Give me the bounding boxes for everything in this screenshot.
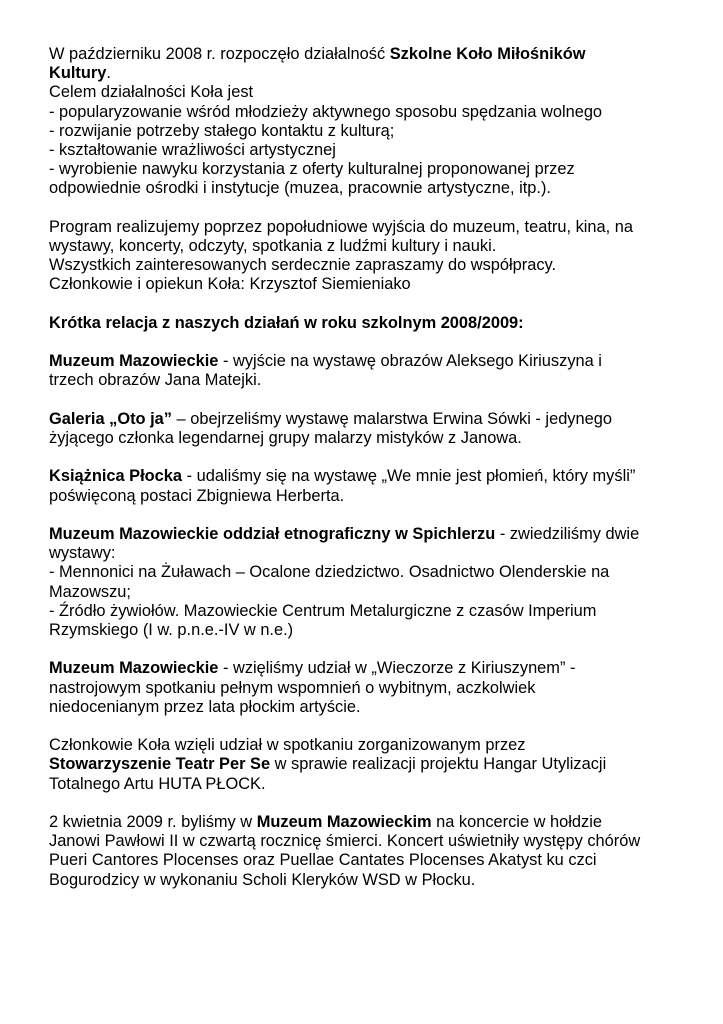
entry-text: żyjącego członka legendarnej grupy malarzy mistyków z Janowa. [49, 429, 522, 447]
venue-name: Muzeum Mazowieckie [49, 352, 219, 371]
goal-item: - kształtowanie wrażliwości artystycznej [49, 141, 336, 160]
venue-name: Muzeum Mazowieckie [49, 659, 219, 678]
exhibition-item: Mazowszu; [49, 582, 131, 601]
venue-name: Muzeum Mazowieckie oddział etnograficzny w Spichlerzu [49, 524, 496, 543]
entry-text: wystawy: [49, 544, 116, 563]
report-entry-1 [49, 352, 689, 390]
club-name-part-2: Kultury [49, 64, 107, 83]
entry-text: - wzięliśmy udział w „Wieczorze z Kiriuszynem” - [218, 659, 576, 678]
members-text: Członkowie i opiekun Koła: Krzysztof Siemieniako [49, 275, 411, 294]
intro-paragraph [49, 45, 689, 199]
goals-heading: Celem działalności Koła jest [49, 83, 254, 102]
goal-item: - rozwijanie potrzeby stałego kontaktu z kulturą; [49, 121, 395, 140]
report-entry-2 [49, 410, 689, 448]
entry-text: – obejrzeliśmy wystawę malarstwa Erwina Sówki - jedynego [171, 409, 612, 428]
entry-text: trzech obrazów Jana Matejki. [49, 371, 262, 390]
exhibition-item: - Źródło żywiołów. Mazowieckie Centrum Metalurgiczne z czasów Imperium [49, 601, 597, 620]
entry-text: poświęconą postaci Zbigniewa Herberta. [49, 486, 345, 505]
entry-text: Janowi Pawłowi II w czwartą rocznicę śmierci. Koncert uświetniły występy chórów [49, 832, 641, 851]
intro-text: W październiku 2008 r. rozpoczęło działalność [49, 45, 390, 63]
entry-text: Bogurodzicy w wykonaniu Scholi Kleryków WSD w Płocku. [49, 870, 476, 889]
venue-name: Stowarzyszenie Teatr Per Se [49, 755, 271, 774]
program-paragraph [49, 218, 689, 295]
venue-name: Muzeum Mazowieckim [256, 812, 432, 831]
intro-text: . [106, 64, 111, 83]
entry-text: - zwiedziliśmy dwie [495, 524, 640, 543]
report-entry-7 [49, 813, 689, 890]
goal-item: - popularyzowanie wśród młodzieży aktywnego sposobu spędzania wolnego [49, 102, 603, 121]
intro-line-1 [49, 45, 689, 64]
entry-text: 2 kwietnia 2009 r. byliśmy w [49, 812, 257, 831]
entry-text: Pueri Cantores Plocenses oraz Puellae Cantates Plocenses Akatyst ku czci [49, 851, 597, 870]
entry-text: Totalnego Artu HUTA PŁOCK. [49, 774, 266, 793]
entry-text: - udaliśmy się na wystawę „We mnie jest płomień, który myśli” [182, 467, 636, 486]
venue-name: Książnica Płocka [49, 467, 183, 486]
club-name-part-1: Szkolne Koło Miłośników [389, 45, 586, 63]
report-entry-3 [49, 467, 689, 505]
intro-line-2 [49, 64, 689, 83]
exhibition-item: - Mennonici na Żuławach – Ocalone dziedzictwo. Osadnictwo Olenderskie na [49, 563, 610, 582]
entry-text: na koncercie w hołdzie [431, 812, 602, 831]
exhibition-item: Rzymskiego (I w. p.n.e.-IV w n.e.) [49, 621, 294, 639]
report-entry-6 [49, 736, 689, 794]
report-entry-4 [49, 525, 689, 640]
invitation-text: Wszystkich zainteresowanych serdecznie zapraszamy do współpracy. [49, 256, 557, 275]
goal-item: - wyrobienie nawyku korzystania z oferty kulturalnej proponowanej przez [49, 160, 575, 179]
venue-name: Galeria „Oto ja” [49, 409, 172, 428]
goal-item-continued: odpowiednie ośrodki i instytucje (muzea, pracownie artystyczne, itp.). [49, 179, 551, 198]
program-text: wystawy, koncerty, odczyty, spotkania z ludźmi kultury i nauki. [49, 237, 497, 256]
program-text: Program realizujemy poprzez popołudniowe wyjścia do muzeum, teatru, kina, na [49, 217, 633, 236]
entry-text: w sprawie realizacji projektu Hangar Utylizacji [270, 755, 607, 774]
entry-text: Członkowie Koła wzięli udział w spotkaniu zorganizowanym przez [49, 736, 526, 755]
entry-text: niedocenianym przez lata płockim artyście. [49, 697, 361, 716]
report-entry-5 [49, 659, 689, 717]
report-heading [49, 314, 689, 333]
document-page [49, 45, 689, 890]
entry-text: - wyjście na wystawę obrazów Aleksego Kiriuszyna i [218, 352, 602, 371]
report-heading-text: Krótka relacja z naszych działań w roku szkolnym 2008/2009: [49, 313, 524, 332]
entry-text: nastrojowym spotkaniu pełnym wspomnień o wybitnym, aczkolwiek [49, 678, 536, 697]
